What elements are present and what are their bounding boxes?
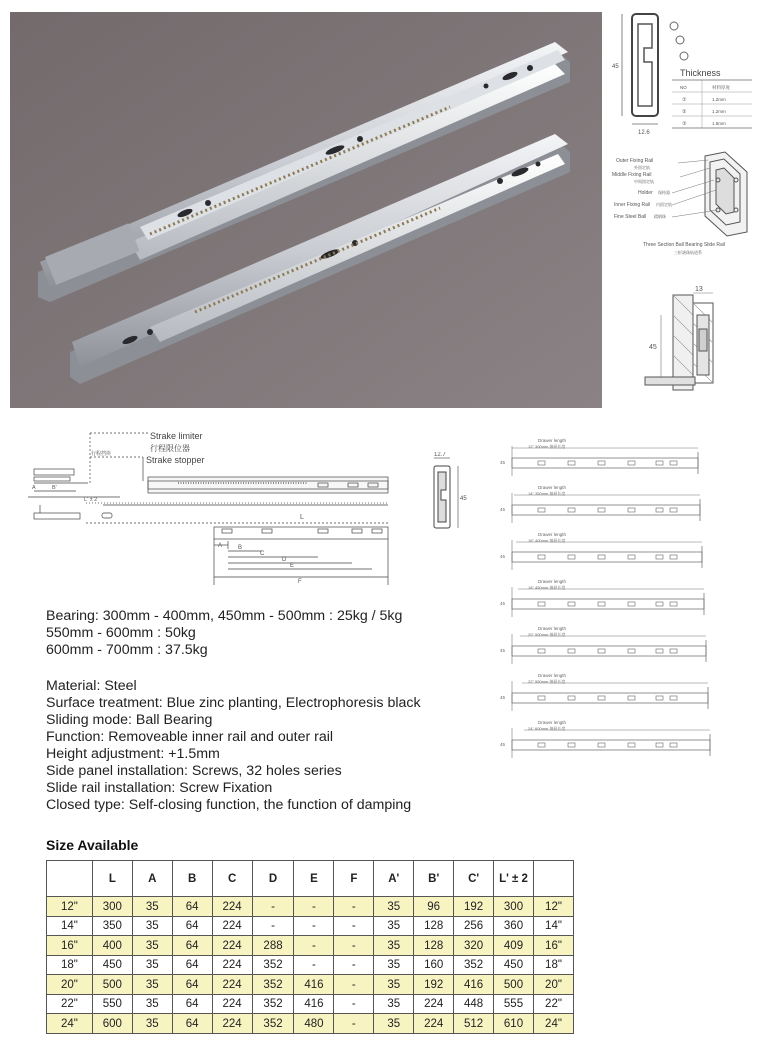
size-table-cell: 160 (414, 955, 454, 975)
drawer-length-size: 20" 500mm 抽屉长度 (528, 632, 566, 637)
section-caption-cn: 三折滚珠轨道系 (674, 250, 702, 255)
drawer-length-row (500, 579, 704, 617)
size-table-cell: - (294, 916, 334, 936)
size-table-cell: - (334, 1014, 374, 1034)
size-table-cell: 35 (132, 994, 172, 1014)
size-table-cell: 12" (47, 897, 93, 917)
mount-top-label: 13 (695, 286, 703, 293)
bearing-spec: 600mm - 700mm : 37.5kg (46, 642, 208, 658)
size-table-cell: 35 (374, 955, 414, 975)
size-table-cell: 360 (494, 916, 534, 936)
drawer-height-label: 45 (500, 695, 506, 700)
size-table-cell: 288 (252, 936, 294, 956)
size-table-cell: 24" (533, 1014, 573, 1034)
size-available-title: Size Available (46, 837, 139, 853)
size-table-header: A' (374, 861, 414, 897)
drawer-length-row (500, 438, 698, 476)
side-panel-spec: Side panel installation: Screws, 32 holes series (46, 763, 342, 779)
section-label-en: Holder (638, 190, 653, 196)
size-table-header: A (132, 861, 172, 897)
section-diagram (610, 150, 765, 260)
drawer-height-label: 45 (500, 742, 506, 747)
dimension-drawing (28, 425, 408, 587)
thickness-row-value: 1.2mm (712, 109, 726, 114)
size-table-cell: - (334, 936, 374, 956)
size-table-cell: 300 (494, 897, 534, 917)
size-table-cell: 35 (374, 916, 414, 936)
drawer-slide-rails-illustration (10, 12, 602, 408)
product-photo (10, 12, 602, 408)
size-table-cell: 35 (374, 897, 414, 917)
dim-label-c: C (260, 551, 265, 557)
size-table-cell: 16" (533, 936, 573, 956)
size-table-cell: 500 (494, 975, 534, 995)
size-table-cell: - (334, 955, 374, 975)
size-table-cell: 35 (132, 975, 172, 995)
mount-diagram (635, 285, 760, 405)
thickness-row-no: ① (682, 97, 687, 103)
section-label-en: Fine Steel Ball (614, 214, 647, 220)
specifications (46, 608, 486, 814)
size-table-header: L' ± 2 (494, 861, 534, 897)
size-table-header: C (212, 861, 252, 897)
mount-height-label: 45 (649, 344, 657, 351)
size-table-cell: - (294, 936, 334, 956)
size-table-row (47, 936, 574, 956)
drawer-length-label: Drawer length (538, 532, 567, 537)
size-table-cell: 352 (252, 994, 294, 1014)
size-table-cell: 35 (132, 897, 172, 917)
size-table-cell: 64 (172, 975, 212, 995)
size-table-cell: 224 (212, 994, 252, 1014)
drawer-length-label: Drawer length (538, 485, 567, 490)
profile-drawing (428, 452, 480, 534)
thickness-col-material: 材料厚度 (712, 85, 730, 90)
size-table-cell: 416 (294, 975, 334, 995)
size-table-cell: 18" (47, 955, 93, 975)
drawer-height-label: 45 (500, 554, 506, 559)
size-table-cell: 352 (252, 955, 294, 975)
size-table-cell: 64 (172, 955, 212, 975)
size-table-header: E (294, 861, 334, 897)
drawer-length-size: 16" 400mm 抽屉长度 (528, 538, 566, 543)
size-table-cell: 20" (47, 975, 93, 995)
function-spec: Function: Removeable inner rail and outer rail (46, 729, 334, 745)
drawer-length-size: 22" 550mm 抽屉长度 (528, 679, 566, 684)
size-table-cell: 64 (172, 936, 212, 956)
section-label-en: Middle Fixing Rail (612, 172, 652, 178)
size-table-cell: 16" (47, 936, 93, 956)
size-table-cell: 35 (374, 1014, 414, 1034)
section-label-cn: 精钢珠 (654, 214, 666, 219)
size-table-cell: 35 (132, 936, 172, 956)
dim-label-b-prime: B' (52, 485, 57, 491)
drawer-height-label: 45 (500, 648, 506, 653)
drawer-length-label: Drawer length (538, 626, 567, 631)
bearing-spec: 550mm - 600mm : 50kg (46, 625, 196, 641)
drawer-height-label: 45 (500, 601, 506, 606)
drawer-length-row (500, 626, 706, 664)
strake-limiter-cn-label: 行程限位器 (150, 444, 190, 453)
section-label-cn: 中间固定轨 (634, 179, 654, 184)
size-table-cell: 64 (172, 916, 212, 936)
thickness-row-no: ③ (682, 121, 687, 127)
size-table-cell: 224 (212, 955, 252, 975)
size-table-cell: 64 (172, 897, 212, 917)
closed-type-spec: Closed type: Self-closing function, the function of damping (46, 797, 412, 813)
thickness-height-label: 45 (612, 64, 619, 70)
size-table-cell: 352 (252, 975, 294, 995)
size-table-cell: 224 (212, 975, 252, 995)
drawer-length-size: 14" 350mm 抽屉长度 (528, 491, 566, 496)
strake-limiter-label: Strake limiter (150, 431, 203, 441)
size-table-cell: - (334, 975, 374, 995)
size-table-row (47, 955, 574, 975)
size-table-cell: 500 (92, 975, 132, 995)
slide-rail-spec: Slide rail installation: Screw Fixation (46, 780, 273, 796)
size-table-cell: 300 (92, 897, 132, 917)
profile-height-label: 45 (460, 496, 467, 502)
drawer-length-label: Drawer length (538, 673, 567, 678)
size-table-header (533, 861, 573, 897)
dim-label-d: D (282, 557, 287, 563)
dim-label-l: L (300, 514, 304, 521)
size-table-cell: 24" (47, 1014, 93, 1034)
size-table-cell: 35 (132, 1014, 172, 1034)
size-table-cell: 256 (454, 916, 494, 936)
size-table-header: B (172, 861, 212, 897)
size-table-cell: - (334, 916, 374, 936)
drawer-length-size: 18" 450mm 抽屉长度 (528, 585, 566, 590)
drawer-length-label: Drawer length (538, 720, 567, 725)
size-table-header: F (334, 861, 374, 897)
size-table-cell: 400 (92, 936, 132, 956)
thickness-row-value: 1.2mm (712, 97, 726, 102)
dim-label-a-lower: A (218, 543, 223, 549)
size-table-cell: 35 (374, 936, 414, 956)
size-table-header: L (92, 861, 132, 897)
size-table-cell: 448 (454, 994, 494, 1014)
height-spec: Height adjustment: +1.5mm (46, 746, 220, 762)
size-table-cell: 450 (494, 955, 534, 975)
profile-width-label: 12.7 (434, 452, 446, 458)
thickness-row-value: 1.5mm (712, 121, 726, 126)
drawer-height-label: 45 (500, 460, 506, 465)
size-table-cell: 192 (414, 975, 454, 995)
drawer-length-label: Drawer length (538, 438, 567, 443)
size-table-cell: 600 (92, 1014, 132, 1034)
size-table-cell: 352 (252, 1014, 294, 1034)
size-table-cell: 550 (92, 994, 132, 1014)
size-table-cell: 416 (294, 994, 334, 1014)
size-table (46, 860, 574, 1034)
stopper-cn-label: 行程挡块 (91, 451, 112, 457)
size-table-cell: 224 (212, 936, 252, 956)
drawer-length-row (500, 720, 710, 758)
size-table-cell: 64 (172, 994, 212, 1014)
dim-label-b: B (238, 545, 243, 551)
section-label-cn: 内固定轨 (656, 202, 672, 207)
size-table-cell: 128 (414, 916, 454, 936)
size-table-cell: 35 (374, 994, 414, 1014)
size-table-row (47, 916, 574, 936)
size-table-cell: - (294, 897, 334, 917)
size-table-cell: 128 (414, 936, 454, 956)
size-table-cell: 224 (212, 1014, 252, 1034)
size-table-row (47, 1014, 574, 1034)
material-spec: Material: Steel (46, 678, 137, 694)
dim-label-l-prime: L' ± 2 (84, 497, 98, 503)
size-table-cell: - (334, 897, 374, 917)
size-table-cell: 480 (294, 1014, 334, 1034)
size-table-cell: 450 (92, 955, 132, 975)
size-table-header: C' (454, 861, 494, 897)
drawer-length-row (500, 532, 702, 570)
size-table-row (47, 897, 574, 917)
thickness-row-no: ② (682, 109, 687, 115)
section-caption-en: Three Section Ball Bearing Slide Rail (643, 242, 725, 248)
drawer-length-label: Drawer length (538, 579, 567, 584)
size-table-header (47, 861, 93, 897)
size-table-cell: 64 (172, 1014, 212, 1034)
bearing-spec: Bearing: 300mm - 400mm, 450mm - 500mm : 25kg / 5kg (46, 608, 403, 624)
size-table-cell: 22" (533, 994, 573, 1014)
size-table-cell: 409 (494, 936, 534, 956)
size-table-cell: 14" (47, 916, 93, 936)
section-label-en: Inner Fixing Rail (614, 202, 651, 208)
section-label-cn: 保持器 (658, 190, 670, 195)
drawer-height-label: 45 (500, 507, 506, 512)
size-table-cell: 224 (414, 994, 454, 1014)
size-table-cell: 320 (454, 936, 494, 956)
thickness-diagram (612, 10, 762, 140)
size-table-cell: 35 (132, 955, 172, 975)
thickness-width-label: 12.6 (638, 130, 650, 136)
section-label-en: Outer Fixing Rail (616, 158, 654, 164)
drawer-length-row (500, 485, 700, 523)
dim-label-f: F (298, 579, 302, 585)
size-table-cell: 512 (454, 1014, 494, 1034)
size-table-cell: 22" (47, 994, 93, 1014)
section-label-cn: 外固定轨 (634, 165, 650, 170)
drawer-length-size: 12" 300mm 抽屉长度 (528, 444, 566, 449)
thickness-col-no: NO (680, 85, 687, 90)
size-table-cell: 610 (494, 1014, 534, 1034)
size-table-cell: 192 (454, 897, 494, 917)
sliding-spec: Sliding mode: Ball Bearing (46, 712, 213, 728)
size-table-cell: 35 (132, 916, 172, 936)
size-table-row (47, 975, 574, 995)
size-table-cell: 14" (533, 916, 573, 936)
size-table-cell: 416 (454, 975, 494, 995)
size-table-cell: 96 (414, 897, 454, 917)
size-table-cell: 20" (533, 975, 573, 995)
strake-stopper-label: Strake stopper (146, 455, 205, 465)
dim-label-e: E (290, 563, 295, 569)
dim-label-a: A (32, 485, 36, 491)
size-table-cell: 35 (374, 975, 414, 995)
drawer-length-drawings (498, 428, 730, 778)
size-table-cell: 224 (212, 916, 252, 936)
size-table-cell: - (252, 897, 294, 917)
size-table-header: D (252, 861, 294, 897)
size-table-cell: 224 (212, 897, 252, 917)
surface-spec: Surface treatment: Blue zinc planting, Electrophoresis black (46, 695, 421, 711)
drawer-length-row (500, 673, 708, 711)
size-table-cell: - (252, 916, 294, 936)
size-table-cell: - (294, 955, 334, 975)
size-table-cell: 350 (92, 916, 132, 936)
size-table-cell: 224 (414, 1014, 454, 1034)
size-table-cell: 352 (454, 955, 494, 975)
size-table-header: B' (414, 861, 454, 897)
thickness-title: Thickness (680, 68, 721, 78)
size-table-cell: - (334, 994, 374, 1014)
size-table-cell: 18" (533, 955, 573, 975)
size-table-row (47, 994, 574, 1014)
size-table-cell: 12" (533, 897, 573, 917)
size-table-cell: 555 (494, 994, 534, 1014)
drawer-length-size: 24" 600mm 抽屉长度 (528, 726, 566, 731)
